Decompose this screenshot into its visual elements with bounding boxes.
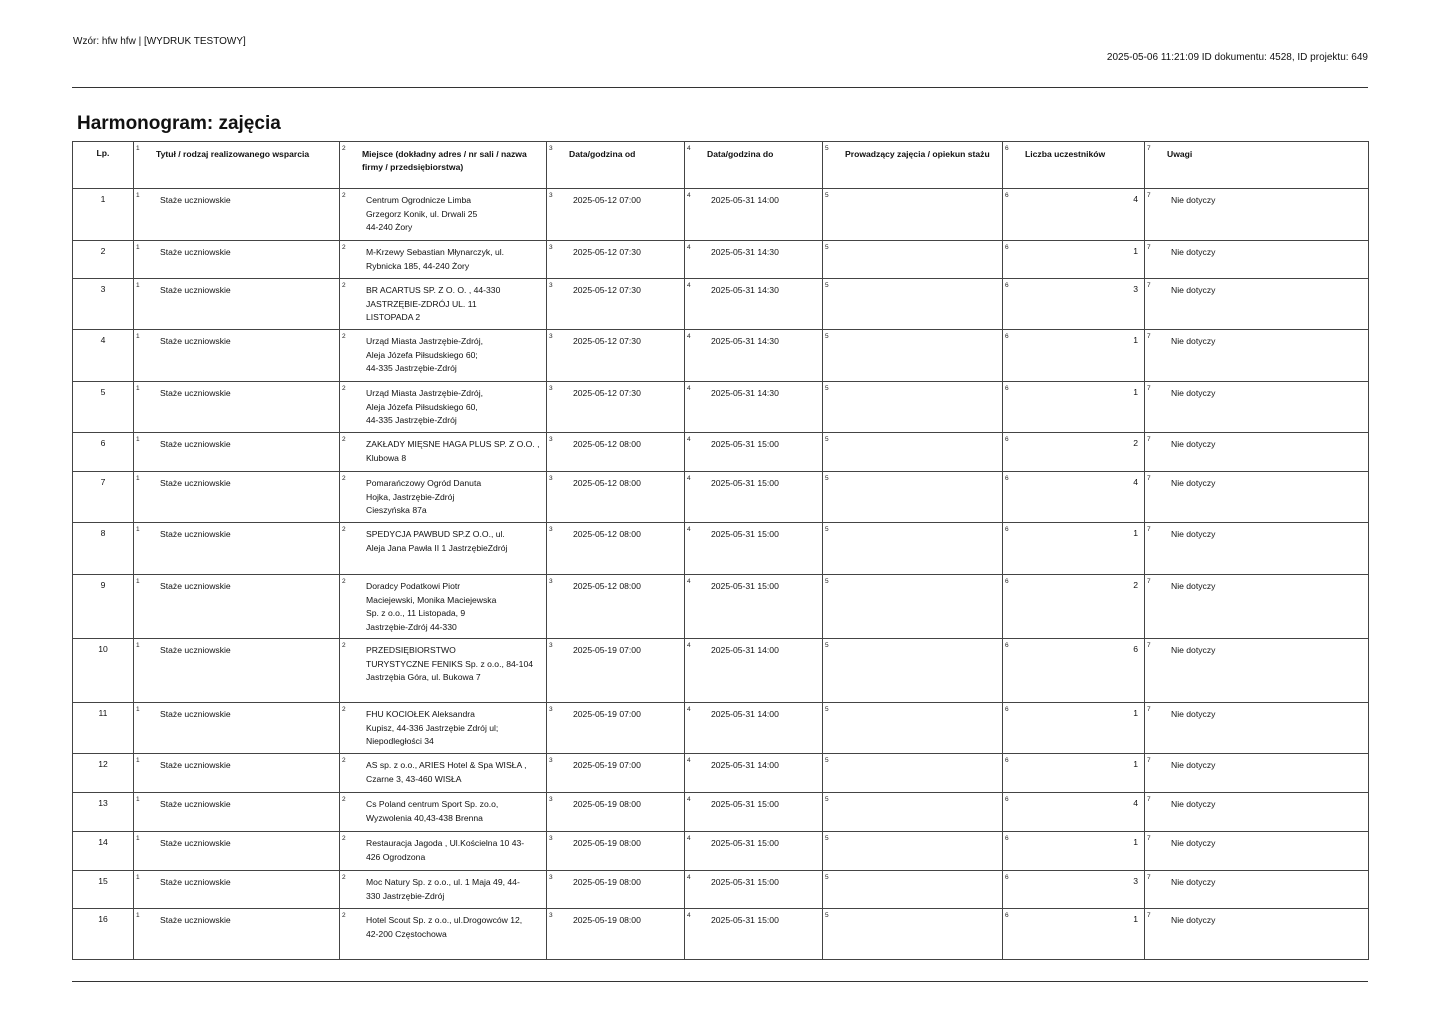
cell-title: 1 Staże uczniowskie (134, 832, 340, 871)
cell-to: 4 2025-05-31 14:30 (685, 279, 823, 330)
col-header-place: 2 Miejsce (dokładny adres / nr sali / nazwa firmy / przedsiębiorstwa) (340, 142, 547, 189)
cell-place: 2 FHU KOCIOŁEK Aleksandra Kupisz, 44-336 Jastrzębie Zdrój ul; Niepodległości 34 (340, 703, 547, 754)
cell-count: 6 3 (1003, 279, 1145, 330)
cell-title: 1 Staże uczniowskie (134, 279, 340, 330)
col-header-lp: Lp. (73, 142, 134, 189)
col-header-to: 4 Data/godzina do (685, 142, 823, 189)
cell-title: 1 Staże uczniowskie (134, 189, 340, 241)
cell-place: 2 AS sp. z o.o., ARIES Hotel & Spa WISŁA , Czarne 3, 43-460 WISŁA (340, 754, 547, 793)
cell-place: 2 Urząd Miasta Jastrzębie-Zdrój, Aleja Józefa Piłsudskiego 60, 44-335 Jastrzębie-Zdrój (340, 382, 547, 433)
col-header-count: 6 Liczba uczestników (1003, 142, 1145, 189)
cell-from: 3 2025-05-12 07:30 (547, 241, 685, 279)
cell-lp: 7 (73, 472, 134, 523)
cell-lead: 5 (823, 279, 1003, 330)
cell-count: 6 1 (1003, 909, 1145, 960)
cell-lp: 15 (73, 871, 134, 909)
cell-to: 4 2025-05-31 15:00 (685, 433, 823, 472)
cell-count: 6 6 (1003, 639, 1145, 703)
cell-to: 4 2025-05-31 14:30 (685, 241, 823, 279)
cell-from: 3 2025-05-12 07:30 (547, 382, 685, 433)
cell-notes: 7 Nie dotyczy (1145, 909, 1369, 960)
cell-count: 6 1 (1003, 330, 1145, 382)
cell-to: 4 2025-05-31 15:00 (685, 793, 823, 832)
cell-from: 3 2025-05-19 07:00 (547, 754, 685, 793)
cell-notes: 7 Nie dotyczy (1145, 382, 1369, 433)
cell-lp: 13 (73, 793, 134, 832)
cell-notes: 7 Nie dotyczy (1145, 754, 1369, 793)
cell-count: 6 2 (1003, 433, 1145, 472)
cell-title: 1 Staże uczniowskie (134, 909, 340, 960)
cell-place: 2 Cs Poland centrum Sport Sp. zo.o, Wyzwolenia 40,43-438 Brenna (340, 793, 547, 832)
cell-place: 2 Moc Natury Sp. z o.o., ul. 1 Maja 49, 44- 330 Jastrzębie-Zdrój (340, 871, 547, 909)
table-row (73, 754, 1369, 793)
cell-from: 3 2025-05-12 08:00 (547, 523, 685, 575)
cell-to: 4 2025-05-31 15:00 (685, 871, 823, 909)
cell-lead: 5 (823, 382, 1003, 433)
col-header-notes: 7 Uwagi (1145, 142, 1369, 189)
cell-lead: 5 (823, 703, 1003, 754)
cell-notes: 7 Nie dotyczy (1145, 472, 1369, 523)
cell-title: 1 Staże uczniowskie (134, 241, 340, 279)
cell-notes: 7 Nie dotyczy (1145, 793, 1369, 832)
table-row (73, 433, 1369, 472)
cell-title: 1 Staże uczniowskie (134, 703, 340, 754)
table-row (73, 832, 1369, 871)
cell-count: 6 1 (1003, 523, 1145, 575)
cell-lead: 5 (823, 523, 1003, 575)
cell-from: 3 2025-05-12 07:00 (547, 189, 685, 241)
cell-lp: 16 (73, 909, 134, 960)
cell-to: 4 2025-05-31 14:00 (685, 639, 823, 703)
cell-lead: 5 (823, 189, 1003, 241)
cell-notes: 7 Nie dotyczy (1145, 575, 1369, 639)
table-row (73, 241, 1369, 279)
table-row (73, 793, 1369, 832)
schedule-table (72, 141, 1369, 960)
bottom-divider (72, 981, 1368, 982)
cell-lead: 5 (823, 871, 1003, 909)
cell-lead: 5 (823, 575, 1003, 639)
table-header-row (73, 142, 1369, 189)
cell-notes: 7 Nie dotyczy (1145, 832, 1369, 871)
cell-from: 3 2025-05-19 08:00 (547, 793, 685, 832)
cell-lp: 6 (73, 433, 134, 472)
cell-notes: 7 Nie dotyczy (1145, 279, 1369, 330)
cell-to: 4 2025-05-31 15:00 (685, 472, 823, 523)
template-label: Wzór: hfw hfw | [WYDRUK TESTOWY] (73, 36, 246, 47)
table-row (73, 703, 1369, 754)
cell-lp: 3 (73, 279, 134, 330)
cell-place: 2 Restauracja Jagoda , Ul.Kościelna 10 43- 426 Ogrodzona (340, 832, 547, 871)
cell-lp: 5 (73, 382, 134, 433)
cell-title: 1 Staże uczniowskie (134, 382, 340, 433)
table-row (73, 382, 1369, 433)
cell-title: 1 Staże uczniowskie (134, 523, 340, 575)
cell-title: 1 Staże uczniowskie (134, 793, 340, 832)
cell-lp: 2 (73, 241, 134, 279)
cell-to: 4 2025-05-31 14:00 (685, 754, 823, 793)
cell-lead: 5 (823, 472, 1003, 523)
cell-title: 1 Staże uczniowskie (134, 433, 340, 472)
cell-count: 6 4 (1003, 472, 1145, 523)
cell-notes: 7 Nie dotyczy (1145, 523, 1369, 575)
table-row (73, 523, 1369, 575)
cell-from: 3 2025-05-12 07:30 (547, 330, 685, 382)
cell-from: 3 2025-05-12 07:30 (547, 279, 685, 330)
cell-place: 2 M-Krzewy Sebastian Młynarczyk, ul. Rybnicka 185, 44-240 Żory (340, 241, 547, 279)
cell-place: 2 Centrum Ogrodnicze Limba Grzegorz Konik, ul. Drwali 25 44-240 Żory (340, 189, 547, 241)
cell-title: 1 Staże uczniowskie (134, 472, 340, 523)
cell-notes: 7 Nie dotyczy (1145, 433, 1369, 472)
cell-place: 2 BR ACARTUS SP. Z O. O. , 44-330 JASTRZĘBIE-ZDRÓJ UL. 11 LISTOPADA 2 (340, 279, 547, 330)
cell-lead: 5 (823, 754, 1003, 793)
table-row (73, 871, 1369, 909)
cell-lead: 5 (823, 330, 1003, 382)
cell-count: 6 4 (1003, 793, 1145, 832)
cell-notes: 7 Nie dotyczy (1145, 189, 1369, 241)
cell-notes: 7 Nie dotyczy (1145, 330, 1369, 382)
cell-lead: 5 (823, 639, 1003, 703)
page-title: Harmonogram: zajęcia (77, 113, 281, 134)
table-body (73, 189, 1369, 960)
cell-to: 4 2025-05-31 15:00 (685, 832, 823, 871)
cell-place: 2 Urząd Miasta Jastrzębie-Zdrój, Aleja Józefa Piłsudskiego 60; 44-335 Jastrzębie-Zdrój (340, 330, 547, 382)
cell-to: 4 2025-05-31 14:30 (685, 330, 823, 382)
cell-count: 6 1 (1003, 832, 1145, 871)
cell-place: 2 Hotel Scout Sp. z o.o., ul.Drogowców 12, 42-200 Częstochowa (340, 909, 547, 960)
table-row (73, 330, 1369, 382)
cell-from: 3 2025-05-12 08:00 (547, 433, 685, 472)
col-header-title: 1 Tytuł / rodzaj realizowanego wsparcia (134, 142, 340, 189)
cell-from: 3 2025-05-12 08:00 (547, 472, 685, 523)
cell-count: 6 3 (1003, 871, 1145, 909)
top-divider (72, 87, 1368, 88)
cell-notes: 7 Nie dotyczy (1145, 871, 1369, 909)
document-meta: 2025-05-06 11:21:09 ID dokumentu: 4528, ID projektu: 649 (1106, 52, 1368, 63)
cell-lp: 12 (73, 754, 134, 793)
cell-lp: 11 (73, 703, 134, 754)
cell-count: 6 1 (1003, 241, 1145, 279)
table-row (73, 639, 1369, 703)
col-header-lead: 5 Prowadzący zajęcia / opiekun stażu (823, 142, 1003, 189)
table-row (73, 575, 1369, 639)
cell-notes: 7 Nie dotyczy (1145, 639, 1369, 703)
cell-to: 4 2025-05-31 15:00 (685, 575, 823, 639)
cell-count: 6 1 (1003, 754, 1145, 793)
cell-to: 4 2025-05-31 14:30 (685, 382, 823, 433)
table-row (73, 279, 1369, 330)
cell-title: 1 Staże uczniowskie (134, 871, 340, 909)
table-row (73, 472, 1369, 523)
cell-lp: 1 (73, 189, 134, 241)
cell-place: 2 Pomarańczowy Ogród Danuta Hojka, Jastrzębie-Zdrój Cieszyńska 87a (340, 472, 547, 523)
cell-place: 2 ZAKŁADY MIĘSNE HAGA PLUS SP. Z O.O. , Klubowa 8 (340, 433, 547, 472)
cell-lead: 5 (823, 433, 1003, 472)
table-row (73, 909, 1369, 960)
cell-lp: 10 (73, 639, 134, 703)
cell-count: 6 1 (1003, 382, 1145, 433)
cell-lp: 9 (73, 575, 134, 639)
cell-lead: 5 (823, 909, 1003, 960)
cell-to: 4 2025-05-31 15:00 (685, 909, 823, 960)
cell-from: 3 2025-05-19 07:00 (547, 703, 685, 754)
cell-count: 6 1 (1003, 703, 1145, 754)
col-header-from: 3 Data/godzina od (547, 142, 685, 189)
cell-count: 6 4 (1003, 189, 1145, 241)
cell-to: 4 2025-05-31 14:00 (685, 703, 823, 754)
cell-count: 6 2 (1003, 575, 1145, 639)
cell-lp: 4 (73, 330, 134, 382)
cell-place: 2 Doradcy Podatkowi Piotr Maciejewski, Monika Maciejewska Sp. z o.o., 11 Listopada, 9 Jastrzębie-Zdrój 44-330 (340, 575, 547, 639)
cell-from: 3 2025-05-19 08:00 (547, 832, 685, 871)
cell-from: 3 2025-05-19 07:00 (547, 639, 685, 703)
cell-from: 3 2025-05-19 08:00 (547, 871, 685, 909)
cell-from: 3 2025-05-19 08:00 (547, 909, 685, 960)
cell-title: 1 Staże uczniowskie (134, 639, 340, 703)
cell-from: 3 2025-05-12 08:00 (547, 575, 685, 639)
cell-notes: 7 Nie dotyczy (1145, 241, 1369, 279)
cell-lead: 5 (823, 241, 1003, 279)
cell-to: 4 2025-05-31 15:00 (685, 523, 823, 575)
table-row (73, 189, 1369, 241)
cell-notes: 7 Nie dotyczy (1145, 703, 1369, 754)
cell-title: 1 Staże uczniowskie (134, 575, 340, 639)
cell-title: 1 Staże uczniowskie (134, 330, 340, 382)
cell-place: 2 SPEDYCJA PAWBUD SP.Z O.O., ul. Aleja Jana Pawła II 1 JastrzębieZdrój (340, 523, 547, 575)
cell-lp: 14 (73, 832, 134, 871)
cell-lead: 5 (823, 793, 1003, 832)
cell-lead: 5 (823, 832, 1003, 871)
cell-title: 1 Staże uczniowskie (134, 754, 340, 793)
cell-lp: 8 (73, 523, 134, 575)
cell-to: 4 2025-05-31 14:00 (685, 189, 823, 241)
cell-place: 2 PRZEDSIĘBIORSTWO TURYSTYCZNE FENIKS Sp. z o.o., 84-104 Jastrzębia Góra, ul. Bukowa 7 (340, 639, 547, 703)
